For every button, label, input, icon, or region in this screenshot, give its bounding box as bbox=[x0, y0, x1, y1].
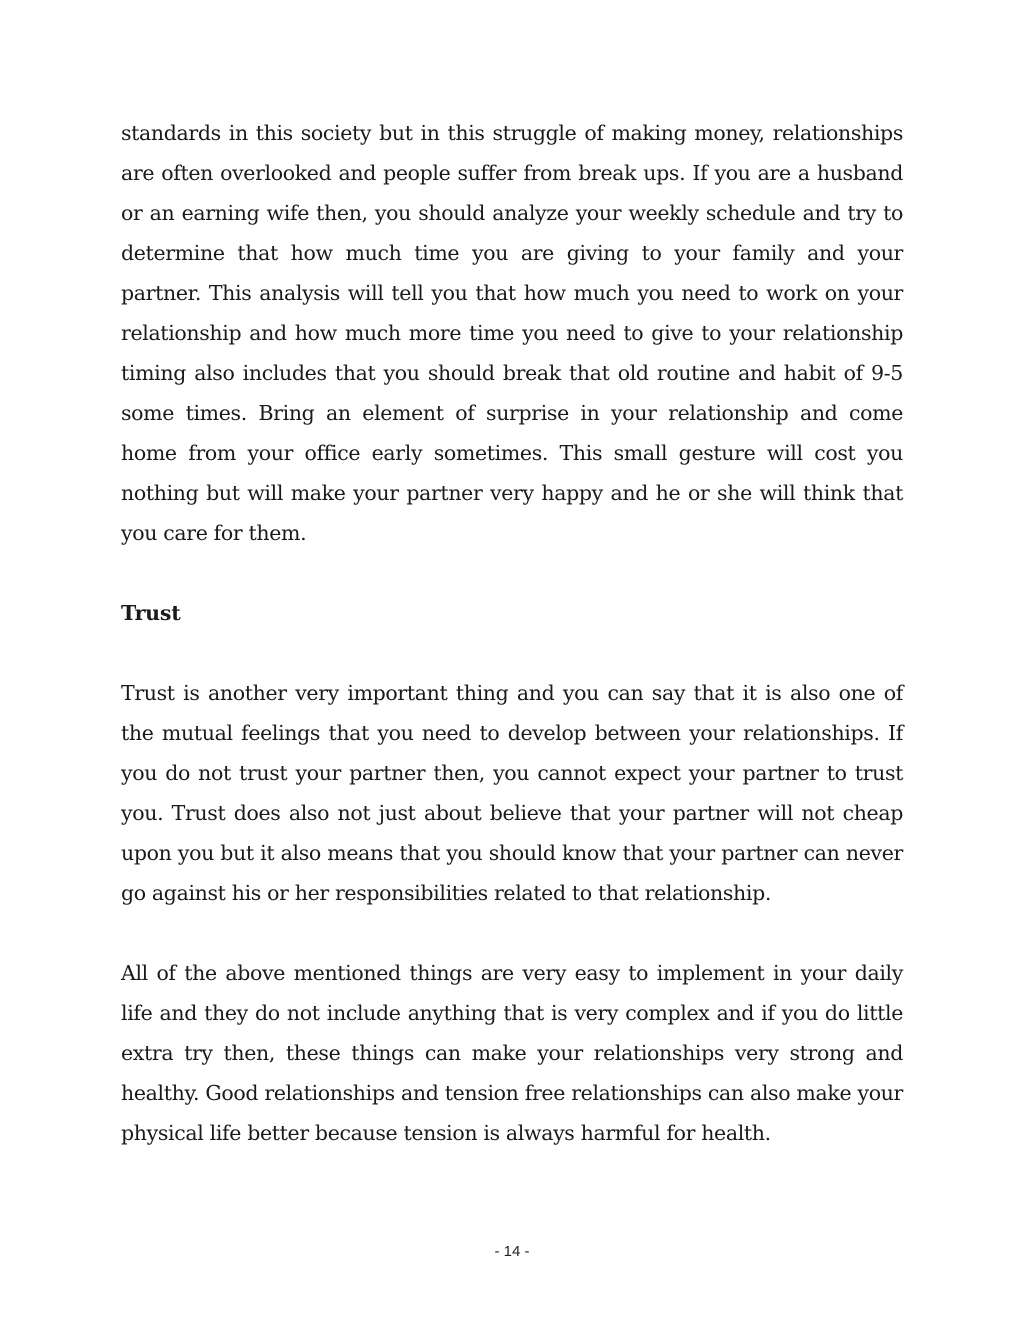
page-body bbox=[121, 113, 903, 1153]
body-paragraph-conclusion: All of the above mentioned things are very easy to implement in your daily life and they do not include anything that is very complex and if you do little extra try then, these things can make your relationships very strong and healthy. Good relationships and tension free relationships can also make your physical life better because tension is always harmful for health. bbox=[121, 961, 903, 1145]
paragraph-spacer bbox=[121, 913, 903, 953]
page-number: - 14 - bbox=[494, 1243, 530, 1260]
body-paragraph-trust: Trust is another very important thing and you can say that it is also one of the mutual feelings that you need to develop between your relationships. If you do not trust your partner then, you cannot expect your partner to trust you. Trust does also not just about believe that your partner will not cheap upon you but it also means that you should know that your partner can never go against his or her responsibilities related to that relationship. bbox=[121, 681, 903, 905]
paragraph-spacer bbox=[121, 633, 903, 673]
paragraph-spacer bbox=[121, 553, 903, 593]
section-heading-trust: Trust bbox=[121, 601, 181, 625]
body-paragraph-timing: standards in this society but in this struggle of making money, relationships are often overlooked and people suffer from break ups. If you are a husband or an earning wife then, you should analyze your weekly schedule and try to determine that how much time you are giving to your family and your partner. This analysis will tell you that how much you need to work on your relationship and how much more time you need to give to your relationship timing also includes that you should break that old routine and habit of 9-5 some times. Bring an element of surprise in your relationship and come home from your office early sometimes. This small gesture will cost you nothing but will make your partner very happy and he or she will think that you care for them. bbox=[121, 121, 903, 545]
